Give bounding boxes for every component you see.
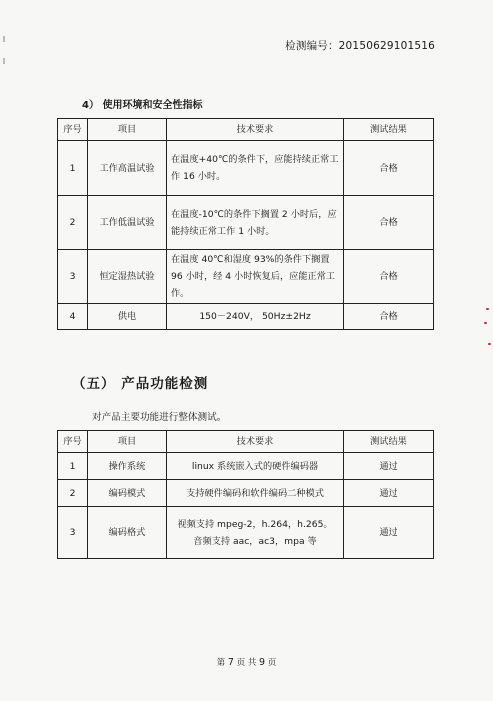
row-result: 合格 bbox=[344, 141, 434, 196]
requirement-line: 音频支持 aac，ac3，mpa 等 bbox=[193, 535, 317, 547]
red-ink-speck bbox=[488, 343, 491, 345]
col-header-item: 项目 bbox=[88, 119, 167, 141]
current-page: 7 bbox=[227, 657, 234, 668]
row-requirement: 150－240V， 50Hz±2Hz bbox=[167, 304, 344, 330]
col-header-requirement: 技术要求 bbox=[167, 431, 344, 453]
row-no: 1 bbox=[58, 453, 88, 480]
binding-hole-mark bbox=[3, 58, 5, 64]
requirement-line: 视频支持 mpeg-2，h.264，h.265。 bbox=[177, 518, 333, 530]
row-result: 通过 bbox=[344, 480, 434, 507]
col-header-requirement: 技术要求 bbox=[167, 119, 344, 141]
row-no: 2 bbox=[58, 480, 88, 507]
report-number: 检测编号：20150629101516 bbox=[285, 40, 435, 52]
footer-prefix: 第 bbox=[216, 658, 226, 668]
table-row bbox=[58, 304, 434, 330]
row-requirement: 支持硬件编码和软件编码二种模式 bbox=[167, 480, 344, 507]
function-test-table bbox=[57, 430, 434, 559]
row-no: 1 bbox=[58, 141, 88, 196]
row-item: 恒定湿热试验 bbox=[88, 250, 167, 304]
table-row bbox=[58, 453, 434, 480]
col-header-result: 测试结果 bbox=[344, 431, 434, 453]
col-header-result: 测试结果 bbox=[344, 119, 434, 141]
row-requirement: 在温度 40℃和湿度 93%的条件下搁置 96 小时，经 4 小时恢复后，应能正常工作。 bbox=[167, 250, 344, 304]
section5-title: （五） 产品功能检测 bbox=[72, 376, 209, 392]
row-result: 合格 bbox=[344, 250, 434, 304]
row-no: 4 bbox=[58, 304, 88, 330]
section4-title: 4） 使用环境和安全性指标 bbox=[82, 100, 203, 111]
row-item: 编码模式 bbox=[88, 480, 167, 507]
row-no: 3 bbox=[58, 507, 88, 559]
row-no: 3 bbox=[58, 250, 88, 304]
table-header-row bbox=[58, 431, 434, 453]
table-row bbox=[58, 507, 434, 559]
row-result: 通过 bbox=[344, 507, 434, 559]
col-header-no: 序号 bbox=[58, 119, 88, 141]
row-requirement bbox=[167, 507, 344, 559]
row-item: 供电 bbox=[88, 304, 167, 330]
total-pages: 9 bbox=[259, 657, 266, 668]
footer-middle: 页 共 bbox=[236, 658, 257, 668]
environment-safety-table bbox=[57, 118, 434, 330]
row-item: 工作高温试验 bbox=[88, 141, 167, 196]
binding-hole-mark bbox=[3, 36, 5, 42]
table-header-row bbox=[58, 119, 434, 141]
red-ink-speck bbox=[484, 322, 487, 324]
table-row bbox=[58, 141, 434, 196]
row-requirement: 在温度+40℃的条件下，应能持续正常工作 16 小时。 bbox=[167, 141, 344, 196]
footer-suffix: 页 bbox=[267, 658, 277, 668]
row-item: 操作系统 bbox=[88, 453, 167, 480]
red-ink-speck bbox=[486, 308, 489, 310]
col-header-no: 序号 bbox=[58, 431, 88, 453]
page-footer bbox=[0, 656, 493, 668]
row-requirement: linux 系统嵌入式的硬件编码器 bbox=[167, 453, 344, 480]
section5-intro: 对产品主要功能进行整体测试。 bbox=[92, 412, 227, 423]
row-result: 合格 bbox=[344, 304, 434, 330]
row-item: 编码格式 bbox=[88, 507, 167, 559]
table-row bbox=[58, 250, 434, 304]
table-row bbox=[58, 480, 434, 507]
row-result: 合格 bbox=[344, 196, 434, 250]
row-requirement: 在温度-10℃的条件下搁置 2 小时后，应能持续正常工作 1 小时。 bbox=[167, 196, 344, 250]
col-header-item: 项目 bbox=[88, 431, 167, 453]
table-row bbox=[58, 196, 434, 250]
row-result: 通过 bbox=[344, 453, 434, 480]
row-no: 2 bbox=[58, 196, 88, 250]
row-item: 工作低温试验 bbox=[88, 196, 167, 250]
